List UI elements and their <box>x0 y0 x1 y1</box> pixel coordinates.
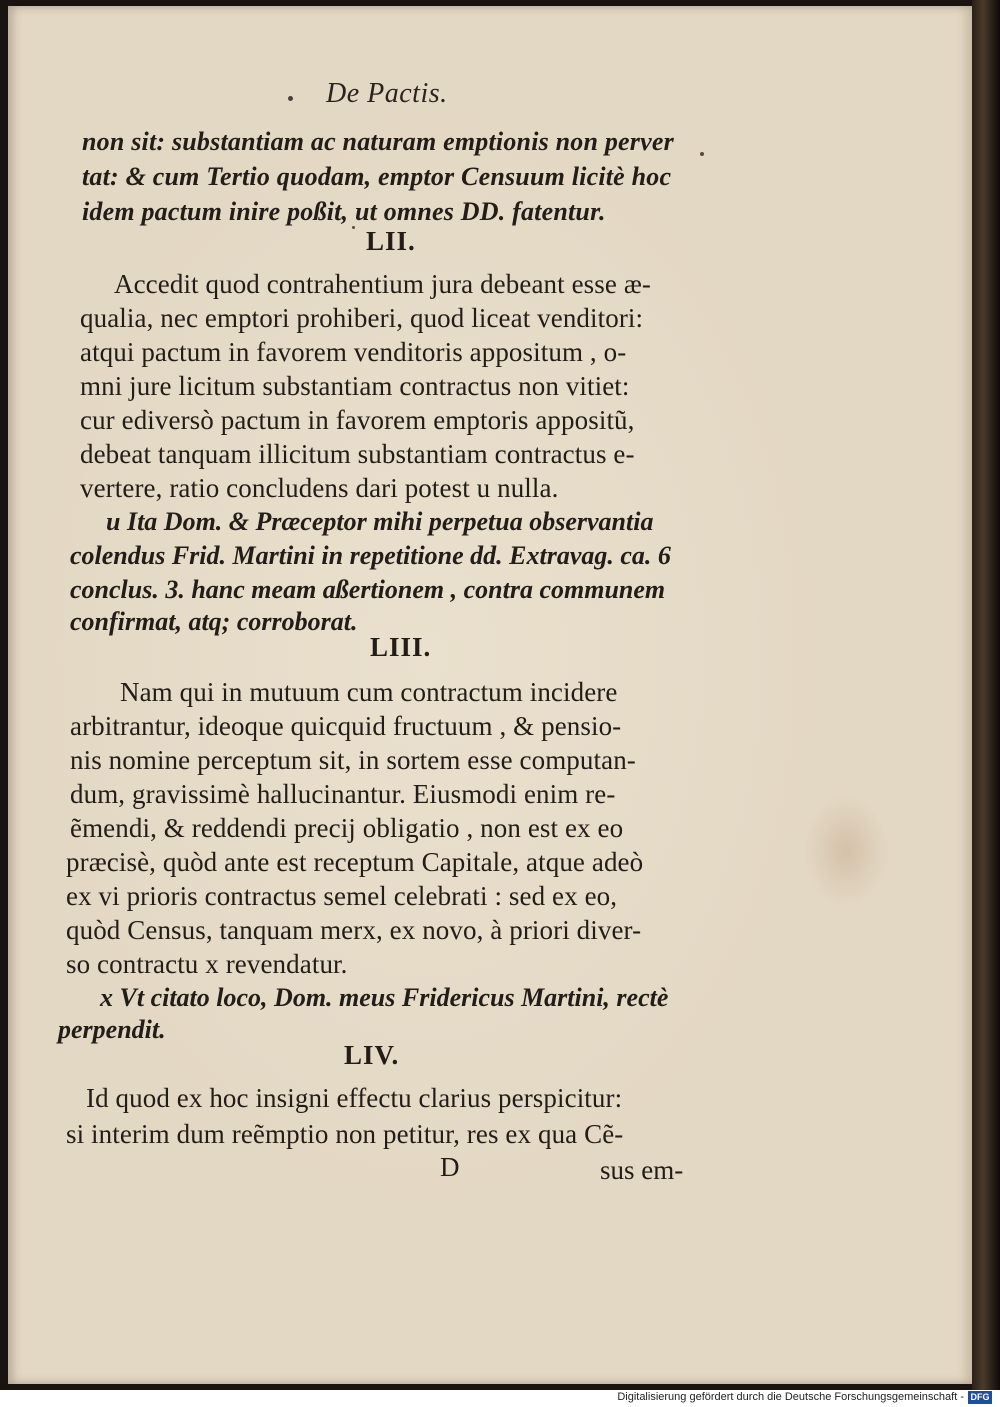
text-line: idem pactum inire poßit, ut omnes DD. fatentur. <box>82 197 606 226</box>
footnote-line: confirmat, atq; corroborat. <box>70 607 358 636</box>
text-line: qualia, nec emptori prohiberi, quod liceat venditori: <box>80 303 644 333</box>
text-line: so contractu x revendatur. <box>66 949 348 979</box>
footnote-line: u Ita Dom. & Præceptor mihi perpetua observantia <box>106 507 654 536</box>
text-line: atqui pactum in favorem venditoris appositum , o- <box>80 337 627 367</box>
signature-mark: D <box>440 1152 460 1182</box>
text-line: Id quod ex hoc insigni effectu clarius perspicitur: <box>86 1083 623 1113</box>
text-line: si interim dum reẽmptio non petitur, res ex qua Cẽ- <box>66 1119 624 1149</box>
section-number: LIII. <box>370 632 432 662</box>
running-head: De Pactis. <box>326 78 448 109</box>
dfg-logo: DFG <box>968 1391 992 1404</box>
text-line: dum, gravissimè hallucinantur. Eiusmodi enim re- <box>70 779 616 809</box>
footnote-line: colendus Frid. Martini in repetitione dd. Extravag. ca. 6 <box>70 541 671 570</box>
text-line: arbitrantur, ideoque quicquid fructuum , & pensio- <box>70 711 622 741</box>
digitization-credit: Digitalisierung gefördert durch die Deutsche Forschungsgemeinschaft - <box>617 1391 964 1403</box>
text-line: cur ediversò pactum in favorem emptoris appositũ, <box>80 405 635 435</box>
text-line: nis nomine perceptum sit, in sortem esse computan- <box>70 745 636 775</box>
ink-speck <box>352 226 355 229</box>
text-line: vertere, ratio concludens dari potest u nulla. <box>80 473 559 503</box>
page-gutter-edge <box>972 0 1000 1390</box>
footnote-line: conclus. 3. hanc meam aßertionem , contra communem <box>70 575 666 604</box>
ink-speck <box>700 152 704 156</box>
catchword: sus em- <box>600 1155 684 1185</box>
text-line: Nam qui in mutuum cum contractum incidere <box>120 677 618 707</box>
text-line: ex vi prioris contractus semel celebrati : sed ex eo, <box>66 881 618 911</box>
text-line: præcisè, quòd ante est receptum Capitale, atque adeò <box>66 847 644 877</box>
footnote-line: x Vt citato loco, Dom. meus Fridericus Martini, rectè <box>100 983 669 1012</box>
text-line: quòd Census, tanquam merx, ex novo, à priori diver- <box>66 915 642 945</box>
section-number: LIV. <box>344 1040 400 1070</box>
section-number: LII. <box>366 226 416 256</box>
text-line: mni jure licitum substantiam contractus non vitiet: <box>80 371 630 401</box>
text-line: non sit: substantiam ac naturam emptionis non perver <box>82 127 674 156</box>
text-line: Accedit quod contrahentium jura debeant esse æ- <box>114 269 652 299</box>
ink-dot <box>288 96 293 101</box>
text-line: tat: & cum Tertio quodam, emptor Censuum licitè hoc <box>82 162 672 191</box>
footnote-line: perpendit. <box>58 1015 166 1044</box>
text-line: debeat tanquam illicitum substantiam contractus e- <box>80 439 635 469</box>
text-line: ẽmendi, & reddendi precij obligatio , non est ex eo <box>70 813 624 843</box>
